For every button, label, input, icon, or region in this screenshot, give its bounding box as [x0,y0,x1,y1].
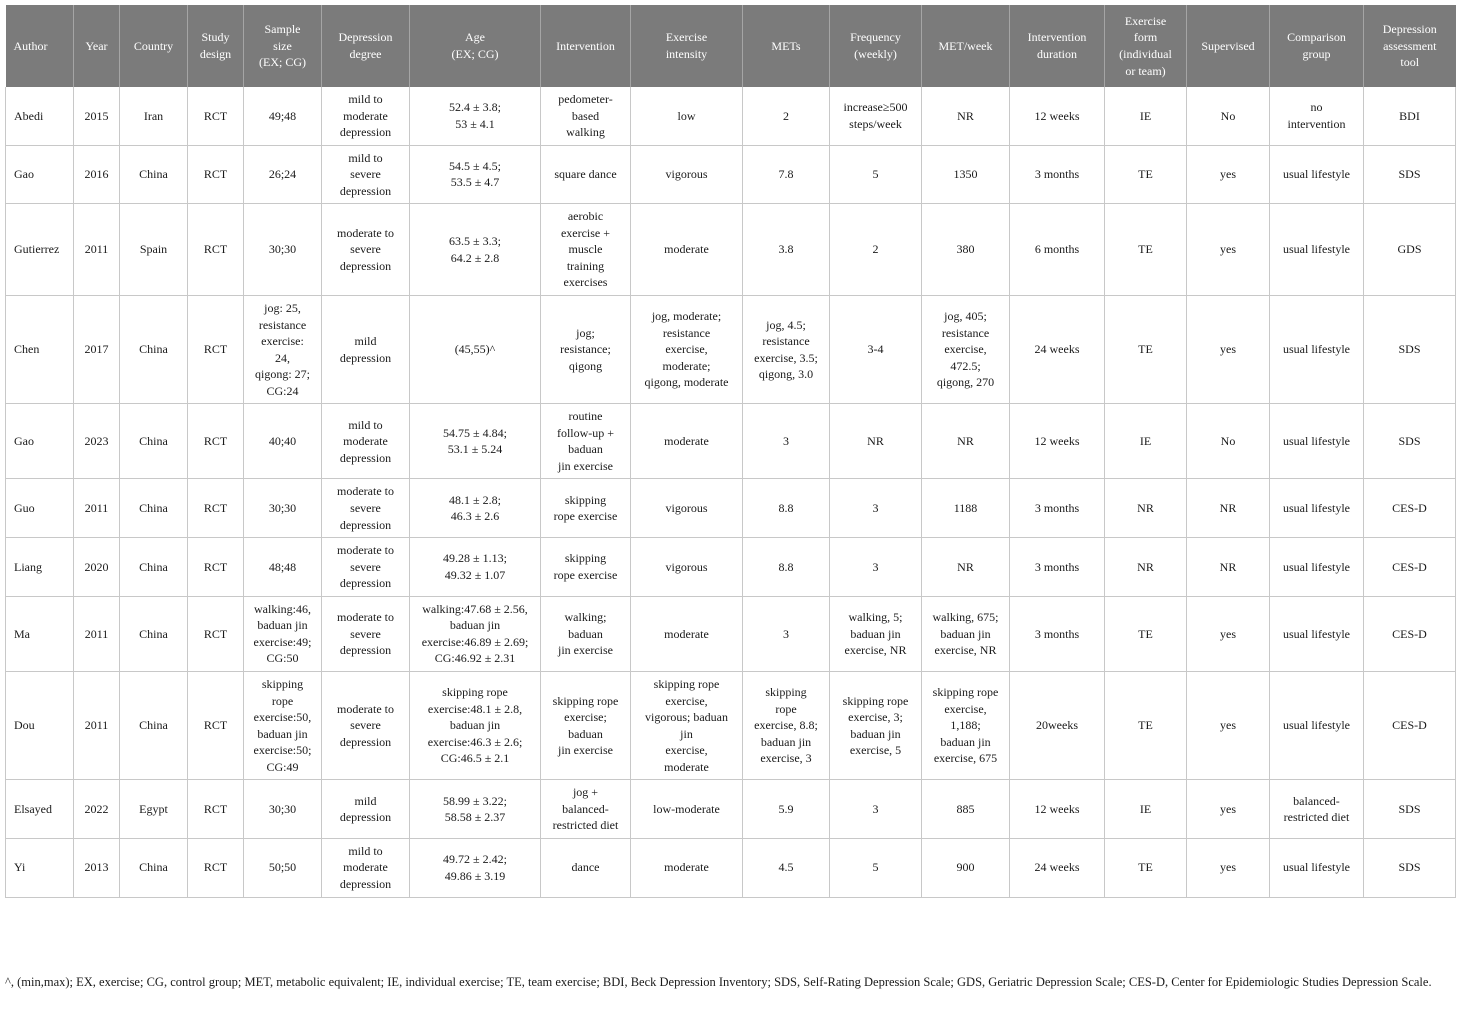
cell-depression-degree: mild depression [322,780,410,839]
cell-exercise-intensity: skipping rope exercise, vigorous; baduan jin exercise, moderate [631,671,743,779]
cell-mets: 7.8 [743,145,830,204]
cell-comparison-group: usual lifestyle [1270,479,1364,538]
cell-study-design: RCT [188,87,244,145]
table-row [6,87,1456,145]
cell-year: 2011 [74,479,120,538]
cell-comparison-group: balanced- restricted diet [1270,780,1364,839]
cell-depression-assessment-tool: SDS [1364,296,1456,404]
cell-exercise-form: TE [1105,596,1187,671]
study-characteristics-table [5,5,1456,898]
cell-depression-degree: moderate to severe depression [322,204,410,296]
table-row [6,296,1456,404]
cell-sample-size: 30;30 [244,204,322,296]
table-row [6,780,1456,839]
cell-sample-size: jog: 25, resistance exercise: 24, qigong: 27; CG:24 [244,296,322,404]
cell-depression-degree: moderate to severe depression [322,671,410,779]
cell-study-design: RCT [188,780,244,839]
cell-intervention-duration: 12 weeks [1010,404,1105,479]
cell-country: China [120,671,188,779]
cell-age: 63.5 ± 3.3; 64.2 ± 2.8 [410,204,541,296]
cell-author: Liang [6,538,74,597]
cell-depression-assessment-tool: SDS [1364,145,1456,204]
cell-exercise-form: NR [1105,538,1187,597]
cell-author: Gao [6,145,74,204]
cell-year: 2011 [74,671,120,779]
cell-exercise-intensity: low [631,87,743,145]
cell-intervention-duration: 12 weeks [1010,87,1105,145]
cell-depression-degree: moderate to severe depression [322,538,410,597]
column-header-sample-size: Sample size (EX; CG) [244,5,322,87]
cell-exercise-form: TE [1105,671,1187,779]
cell-supervised: NR [1187,479,1270,538]
cell-comparison-group: usual lifestyle [1270,671,1364,779]
column-header-intervention-duration: Intervention duration [1010,5,1105,87]
column-header-comparison-group: Comparison group [1270,5,1364,87]
cell-author: Guo [6,479,74,538]
cell-year: 2015 [74,87,120,145]
cell-exercise-intensity: moderate [631,404,743,479]
cell-age: 52.4 ± 3.8; 53 ± 4.1 [410,87,541,145]
cell-age: skipping rope exercise:48.1 ± 2.8, baduan jin exercise:46.3 ± 2.6; CG:46.5 ± 2.1 [410,671,541,779]
column-header-depression-assessment-tool: Depression assessment tool [1364,5,1456,87]
cell-met-per-week: 1188 [922,479,1010,538]
cell-exercise-intensity: jog, moderate; resistance exercise, moderate; qigong, moderate [631,296,743,404]
column-header-year: Year [74,5,120,87]
cell-sample-size: 30;30 [244,780,322,839]
cell-depression-assessment-tool: CES-D [1364,596,1456,671]
cell-exercise-form: TE [1105,204,1187,296]
table-row [6,145,1456,204]
cell-frequency: skipping rope exercise, 3; baduan jin exercise, 5 [830,671,922,779]
cell-supervised: yes [1187,780,1270,839]
cell-frequency: walking, 5; baduan jin exercise, NR [830,596,922,671]
cell-frequency: 5 [830,838,922,897]
cell-sample-size: 50;50 [244,838,322,897]
column-header-age: Age (EX; CG) [410,5,541,87]
cell-intervention: skipping rope exercise; baduan jin exercise [541,671,631,779]
cell-frequency: 3-4 [830,296,922,404]
study-characteristics-table-container [5,5,1455,898]
cell-country: China [120,296,188,404]
cell-depression-degree: mild depression [322,296,410,404]
cell-comparison-group: usual lifestyle [1270,838,1364,897]
column-header-country: Country [120,5,188,87]
cell-year: 2020 [74,538,120,597]
cell-met-per-week: skipping rope exercise, 1,188; baduan jin exercise, 675 [922,671,1010,779]
column-header-exercise-form: Exercise form (individual or team) [1105,5,1187,87]
column-header-exercise-intensity: Exercise intensity [631,5,743,87]
cell-exercise-form: TE [1105,838,1187,897]
cell-exercise-form: IE [1105,780,1187,839]
cell-age: 49.72 ± 2.42; 49.86 ± 3.19 [410,838,541,897]
cell-age: 49.28 ± 1.13; 49.32 ± 1.07 [410,538,541,597]
cell-met-per-week: 885 [922,780,1010,839]
column-header-mets: METs [743,5,830,87]
cell-author: Gao [6,404,74,479]
cell-depression-assessment-tool: SDS [1364,780,1456,839]
cell-supervised: yes [1187,671,1270,779]
cell-age: 54.5 ± 4.5; 53.5 ± 4.7 [410,145,541,204]
column-header-intervention: Intervention [541,5,631,87]
cell-supervised: yes [1187,204,1270,296]
cell-study-design: RCT [188,145,244,204]
cell-depression-degree: mild to severe depression [322,145,410,204]
cell-author: Ma [6,596,74,671]
cell-mets: 8.8 [743,479,830,538]
cell-age: 54.75 ± 4.84; 53.1 ± 5.24 [410,404,541,479]
cell-sample-size: 48;48 [244,538,322,597]
cell-comparison-group: usual lifestyle [1270,404,1364,479]
cell-mets: 3.8 [743,204,830,296]
cell-mets: 8.8 [743,538,830,597]
cell-comparison-group: usual lifestyle [1270,596,1364,671]
cell-year: 2023 [74,404,120,479]
cell-met-per-week: NR [922,87,1010,145]
cell-depression-assessment-tool: BDI [1364,87,1456,145]
cell-frequency: NR [830,404,922,479]
cell-frequency: 3 [830,479,922,538]
column-header-frequency: Frequency (weekly) [830,5,922,87]
cell-mets: 5.9 [743,780,830,839]
cell-age: (45,55)^ [410,296,541,404]
table-header [6,5,1456,87]
table-body [6,87,1456,897]
cell-sample-size: 40;40 [244,404,322,479]
cell-depression-degree: mild to moderate depression [322,404,410,479]
cell-mets: 3 [743,596,830,671]
cell-depression-degree: mild to moderate depression [322,838,410,897]
cell-intervention: walking; baduan jin exercise [541,596,631,671]
cell-study-design: RCT [188,404,244,479]
cell-comparison-group: usual lifestyle [1270,538,1364,597]
table-footnote: ^, (min,max); EX, exercise; CG, control group; MET, metabolic equivalent; IE, individual exercise; TE, team exercise; BDI, Beck Depression Inventory; SDS, Self-Rating Depression Scale; GDS, Geriatric Depression Scale; CES-D, Center for Epidemiologic Studies Depression Scale. [5,975,1432,989]
table-row [6,538,1456,597]
cell-supervised: yes [1187,145,1270,204]
cell-country: China [120,596,188,671]
cell-country: China [120,479,188,538]
cell-year: 2016 [74,145,120,204]
cell-frequency: 2 [830,204,922,296]
cell-exercise-form: IE [1105,404,1187,479]
cell-exercise-intensity: moderate [631,838,743,897]
cell-study-design: RCT [188,838,244,897]
cell-mets: jog, 4.5; resistance exercise, 3.5; qigong, 3.0 [743,296,830,404]
cell-sample-size: 30;30 [244,479,322,538]
cell-comparison-group: usual lifestyle [1270,204,1364,296]
cell-met-per-week: 1350 [922,145,1010,204]
cell-country: China [120,404,188,479]
cell-depression-assessment-tool: CES-D [1364,671,1456,779]
cell-year: 2017 [74,296,120,404]
cell-depression-degree: moderate to severe depression [322,479,410,538]
cell-intervention: routine follow-up + baduan jin exercise [541,404,631,479]
cell-exercise-intensity: vigorous [631,538,743,597]
cell-author: Gutierrez [6,204,74,296]
cell-mets: 2 [743,87,830,145]
cell-exercise-intensity: moderate [631,596,743,671]
cell-intervention-duration: 3 months [1010,538,1105,597]
cell-met-per-week: jog, 405; resistance exercise, 472.5; qigong, 270 [922,296,1010,404]
cell-author: Dou [6,671,74,779]
cell-intervention: skipping rope exercise [541,538,631,597]
cell-intervention: aerobic exercise + muscle training exercises [541,204,631,296]
cell-exercise-intensity: vigorous [631,145,743,204]
cell-supervised: No [1187,87,1270,145]
cell-exercise-form: TE [1105,296,1187,404]
cell-country: Iran [120,87,188,145]
cell-intervention-duration: 3 months [1010,145,1105,204]
cell-comparison-group: usual lifestyle [1270,296,1364,404]
cell-depression-degree: moderate to severe depression [322,596,410,671]
cell-supervised: NR [1187,538,1270,597]
cell-mets: 3 [743,404,830,479]
cell-depression-assessment-tool: SDS [1364,404,1456,479]
cell-intervention: skipping rope exercise [541,479,631,538]
cell-met-per-week: walking, 675; baduan jin exercise, NR [922,596,1010,671]
cell-study-design: RCT [188,296,244,404]
cell-study-design: RCT [188,479,244,538]
table-row [6,404,1456,479]
cell-supervised: No [1187,404,1270,479]
cell-sample-size: 49;48 [244,87,322,145]
cell-intervention-duration: 24 weeks [1010,838,1105,897]
cell-country: China [120,838,188,897]
cell-comparison-group: usual lifestyle [1270,145,1364,204]
table-row [6,671,1456,779]
table-row [6,479,1456,538]
cell-exercise-form: IE [1105,87,1187,145]
cell-year: 2011 [74,204,120,296]
cell-age: 58.99 ± 3.22; 58.58 ± 2.37 [410,780,541,839]
cell-frequency: increase≥500 steps/week [830,87,922,145]
table-row [6,204,1456,296]
cell-sample-size: 26;24 [244,145,322,204]
column-header-author: Author [6,5,74,87]
cell-depression-assessment-tool: SDS [1364,838,1456,897]
cell-intervention-duration: 6 months [1010,204,1105,296]
cell-met-per-week: 380 [922,204,1010,296]
cell-author: Chen [6,296,74,404]
cell-country: Egypt [120,780,188,839]
cell-sample-size: skipping rope exercise:50, baduan jin exercise:50; CG:49 [244,671,322,779]
cell-met-per-week: 900 [922,838,1010,897]
cell-study-design: RCT [188,596,244,671]
cell-intervention-duration: 3 months [1010,479,1105,538]
header-row [6,5,1456,87]
column-header-study-design: Study design [188,5,244,87]
cell-intervention: square dance [541,145,631,204]
cell-country: China [120,145,188,204]
cell-sample-size: walking:46, baduan jin exercise:49; CG:50 [244,596,322,671]
column-header-depression-degree: Depression degree [322,5,410,87]
cell-author: Yi [6,838,74,897]
cell-age: 48.1 ± 2.8; 46.3 ± 2.6 [410,479,541,538]
cell-study-design: RCT [188,671,244,779]
cell-depression-assessment-tool: GDS [1364,204,1456,296]
cell-supervised: yes [1187,296,1270,404]
column-header-met-per-week: MET/week [922,5,1010,87]
cell-frequency: 5 [830,145,922,204]
cell-author: Elsayed [6,780,74,839]
cell-mets: skipping rope exercise, 8.8; baduan jin exercise, 3 [743,671,830,779]
cell-intervention-duration: 12 weeks [1010,780,1105,839]
cell-depression-degree: mild to moderate depression [322,87,410,145]
cell-depression-assessment-tool: CES-D [1364,479,1456,538]
cell-exercise-form: TE [1105,145,1187,204]
cell-comparison-group: no intervention [1270,87,1364,145]
cell-frequency: 3 [830,780,922,839]
cell-intervention-duration: 3 months [1010,596,1105,671]
cell-intervention-duration: 24 weeks [1010,296,1105,404]
cell-country: Spain [120,204,188,296]
table-row [6,596,1456,671]
cell-met-per-week: NR [922,404,1010,479]
cell-supervised: yes [1187,596,1270,671]
cell-intervention: jog; resistance; qigong [541,296,631,404]
cell-mets: 4.5 [743,838,830,897]
cell-exercise-intensity: low-moderate [631,780,743,839]
cell-met-per-week: NR [922,538,1010,597]
column-header-supervised: Supervised [1187,5,1270,87]
cell-study-design: RCT [188,204,244,296]
cell-exercise-intensity: vigorous [631,479,743,538]
cell-exercise-intensity: moderate [631,204,743,296]
cell-intervention: dance [541,838,631,897]
cell-year: 2013 [74,838,120,897]
cell-author: Abedi [6,87,74,145]
cell-intervention: jog + balanced- restricted diet [541,780,631,839]
cell-age: walking:47.68 ± 2.56, baduan jin exercise:46.89 ± 2.69; CG:46.92 ± 2.31 [410,596,541,671]
cell-year: 2011 [74,596,120,671]
cell-frequency: 3 [830,538,922,597]
cell-exercise-form: NR [1105,479,1187,538]
table-row [6,838,1456,897]
cell-country: China [120,538,188,597]
cell-supervised: yes [1187,838,1270,897]
cell-year: 2022 [74,780,120,839]
cell-intervention-duration: 20weeks [1010,671,1105,779]
cell-intervention: pedometer- based walking [541,87,631,145]
cell-study-design: RCT [188,538,244,597]
cell-depression-assessment-tool: CES-D [1364,538,1456,597]
